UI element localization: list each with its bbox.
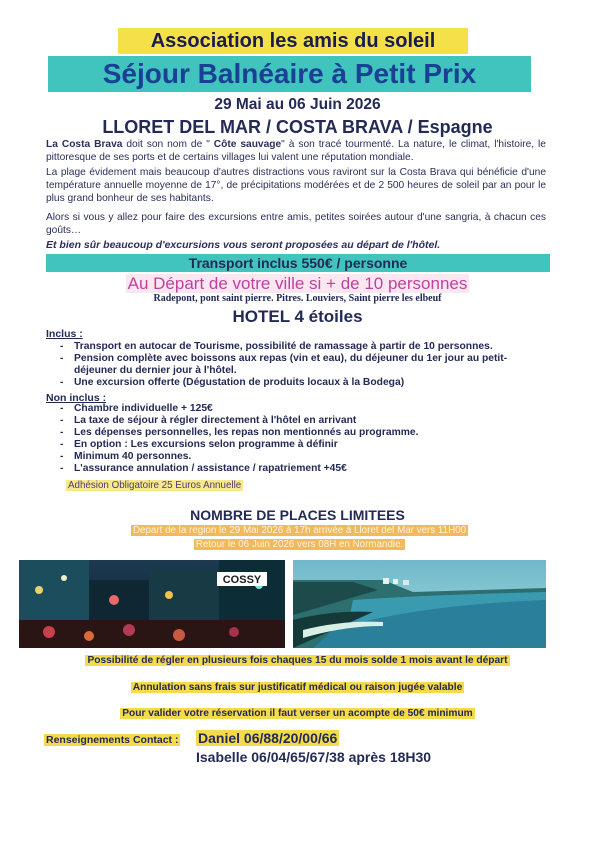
not-included-title: Non inclus : (46, 392, 107, 404)
intro-text-b: " à son tracé tourmenté. La nature, le climat, l'histoire, le pittoresque de ses ports et de certains villages lui valent une réputation mondiale. (46, 139, 546, 163)
hotel-rating: HOTEL 4 étoiles (232, 307, 363, 326)
list-item: - Minimum 40 personnes. (60, 451, 540, 463)
intro-paragraph-3: Alors si vous y allez pour faire des excursions entre amis, petites soirées autour d'une sangria, à chacun ces goûts… (46, 212, 546, 236)
departure-info-text: Depart de la region le 29 Mai 2026 à 17h arrivée à Lloret del Mar vers 11H00 (132, 525, 467, 536)
sign-text: COSSY (222, 574, 262, 586)
nightlife-photo (19, 560, 285, 648)
return-info (0, 539, 595, 550)
included-title: Inclus : (46, 328, 83, 340)
departure-condition-text: Au Départ de votre ville si + de 10 personnes (127, 274, 468, 293)
transport-price: Transport inclus 550€ / personne (46, 254, 550, 272)
intro-bold-start: La Costa Brava (46, 139, 123, 150)
membership-fee: Adhésion Obligatoire 25 Euros Annuelle (68, 480, 242, 491)
cancellation-terms-text: Annulation sans frais sur justificatif médical ou raison jugée valable (132, 682, 463, 693)
cancellation-terms (0, 682, 595, 693)
limited-places-title: NOMBRE DE PLACES LIMITEES (190, 507, 405, 523)
list-item: - En option : Les excursions selon programme à définir (60, 439, 540, 451)
intro-paragraph-2: La plage évidement mais beaucoup d'autres distractions vous raviront sur la Costa Brava qui bénéficie d'une température annuelle moyenne de 17°, de précipitations modérées et de 2 500 heures de soleil par an pour le plus grand bonheur de ses habitants. (46, 167, 546, 204)
association-name: Association les amis du soleil (118, 28, 468, 54)
deposit-terms (0, 708, 595, 719)
list-item: - Chambre individuelle + 125€ (60, 403, 540, 415)
list-item: - La taxe de séjour à régler directement à l'hôtel en arrivant (60, 415, 540, 427)
contact-isabelle: Isabelle 06/04/65/67/38 après 18H30 (196, 749, 432, 765)
intro-bold-mid: Côte sauvage (213, 139, 282, 150)
included-list (60, 341, 540, 389)
payment-terms (0, 655, 595, 666)
list-item: - Pension complète avec boissons aux repas (vin et eau), du déjeuner du 1er jour au petit-déjeuner du dernier jour à l'hôtel. (60, 353, 540, 377)
intro-paragraph-4: Et bien sûr beaucoup d'excursions vous seront proposées au départ de l'hôtel. (46, 239, 441, 251)
pickup-towns: Radepont, pont saint pierre. Pitres. Louviers, Saint pierre les elbeuf (153, 293, 442, 304)
beach-photo (293, 560, 546, 648)
list-item: - Les dépenses personnelles, les repas non mentionnés au programme. (60, 427, 540, 439)
list-item: - L'assurance annulation / assistance / rapatriement +45€ (60, 463, 540, 475)
not-included-list (60, 403, 540, 475)
list-item: - Transport en autocar de Tourisme, possibilité de ramassage à partir de 10 personnes. (60, 341, 540, 353)
stay-dates: 29 Mai au 06 Juin 2026 (214, 96, 381, 113)
contact-label: Renseignements Contact : (46, 734, 179, 746)
intro-paragraph-1 (46, 138, 546, 164)
departure-info (0, 525, 595, 536)
payment-terms-text: Possibilité de régler en plusieurs fois chaques 15 du mois solde 1 mois avant le départ (87, 655, 508, 666)
return-info-text: Retour le 06 Juin 2026 vers 08H en Normandie. (195, 539, 404, 550)
intro-text-a: doit son nom de " (122, 139, 214, 150)
page-title: Séjour Balnéaire à Petit Prix (48, 56, 531, 92)
deposit-terms-text: Pour valider votre réservation il faut verser un acompte de 50€ minimum (122, 708, 473, 719)
list-item: - Une excursion offerte (Dégustation de produits locaux à la Bodega) (60, 377, 540, 389)
departure-condition (0, 274, 595, 294)
contact-daniel: Daniel 06/88/20/00/66 (198, 730, 338, 746)
destination: LLORET DEL MAR / COSTA BRAVA / Espagne (102, 117, 493, 137)
